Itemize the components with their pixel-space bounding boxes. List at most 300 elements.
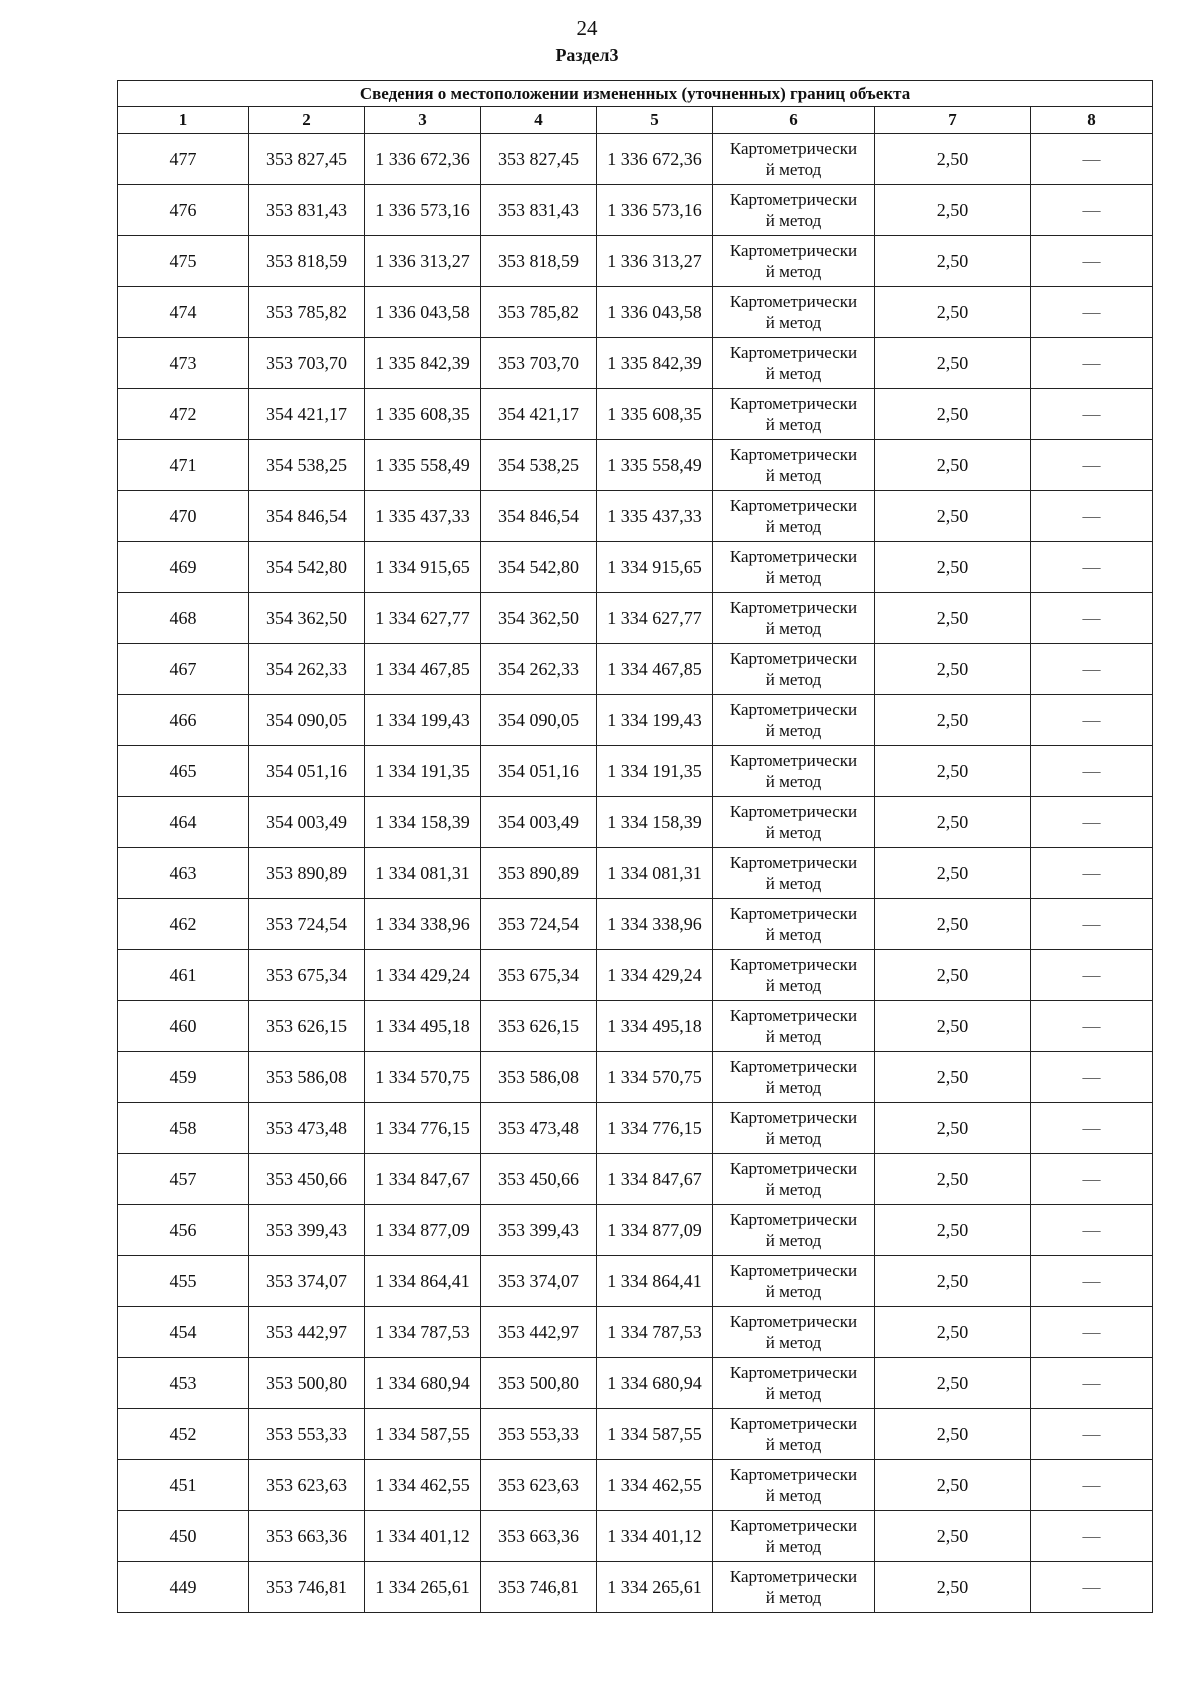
y-coordinate-new-cell: 1 334 680,94 <box>597 1358 713 1409</box>
method-line-2: й метод <box>765 1537 822 1556</box>
table-row <box>118 236 1153 287</box>
point-number-cell: 459 <box>118 1052 249 1103</box>
x-coordinate-cell: 353 374,07 <box>249 1256 365 1307</box>
precision-cell: 2,50 <box>875 695 1031 746</box>
y-coordinate-new-cell: 1 336 043,58 <box>597 287 713 338</box>
x-coordinate-new-cell: 353 399,43 <box>481 1205 597 1256</box>
y-coordinate-cell: 1 336 043,58 <box>365 287 481 338</box>
x-coordinate-cell: 353 586,08 <box>249 1052 365 1103</box>
point-number-cell: 470 <box>118 491 249 542</box>
table-row <box>118 491 1153 542</box>
point-number-cell: 465 <box>118 746 249 797</box>
column-number: 3 <box>365 107 481 134</box>
column-number: 8 <box>1031 107 1153 134</box>
x-coordinate-cell: 353 703,70 <box>249 338 365 389</box>
method-line-1: Картометрически <box>729 190 858 209</box>
x-coordinate-cell: 354 090,05 <box>249 695 365 746</box>
method-cell <box>713 389 875 440</box>
method-line-2: й метод <box>765 313 822 332</box>
point-number-cell: 457 <box>118 1154 249 1205</box>
description-cell <box>1031 1052 1153 1103</box>
boundary-coordinates-table <box>117 80 1153 1613</box>
dash-mark: — <box>1082 862 1101 883</box>
x-coordinate-new-cell: 353 473,48 <box>481 1103 597 1154</box>
point-number-cell: 458 <box>118 1103 249 1154</box>
method-line-1: Картометрически <box>729 445 858 464</box>
method-line-2: й метод <box>765 1486 822 1505</box>
description-cell <box>1031 287 1153 338</box>
table-row <box>118 1205 1153 1256</box>
point-number-cell: 474 <box>118 287 249 338</box>
precision-cell: 2,50 <box>875 491 1031 542</box>
description-cell <box>1031 1001 1153 1052</box>
dash-mark: — <box>1082 1270 1101 1291</box>
precision-cell: 2,50 <box>875 1511 1031 1562</box>
method-cell <box>713 593 875 644</box>
y-coordinate-new-cell: 1 334 587,55 <box>597 1409 713 1460</box>
table-row <box>118 1409 1153 1460</box>
description-cell <box>1031 1256 1153 1307</box>
dash-mark: — <box>1082 1525 1101 1546</box>
y-coordinate-cell: 1 335 558,49 <box>365 440 481 491</box>
dash-mark: — <box>1082 556 1101 577</box>
y-coordinate-cell: 1 334 680,94 <box>365 1358 481 1409</box>
dash-mark: — <box>1082 301 1101 322</box>
point-number-cell: 463 <box>118 848 249 899</box>
method-line-1: Картометрически <box>729 1414 858 1433</box>
method-line-1: Картометрически <box>729 1108 858 1127</box>
method-line-1: Картометрически <box>729 955 858 974</box>
y-coordinate-cell: 1 334 570,75 <box>365 1052 481 1103</box>
description-cell <box>1031 848 1153 899</box>
method-line-1: Картометрически <box>729 139 858 158</box>
x-coordinate-cell: 353 623,63 <box>249 1460 365 1511</box>
x-coordinate-cell: 353 500,80 <box>249 1358 365 1409</box>
dash-mark: — <box>1082 505 1101 526</box>
dash-mark: — <box>1082 454 1101 475</box>
method-cell <box>713 950 875 1001</box>
precision-cell: 2,50 <box>875 542 1031 593</box>
dash-mark: — <box>1082 1372 1101 1393</box>
precision-cell: 2,50 <box>875 134 1031 185</box>
y-coordinate-new-cell: 1 334 081,31 <box>597 848 713 899</box>
y-coordinate-cell: 1 334 776,15 <box>365 1103 481 1154</box>
x-coordinate-new-cell: 354 051,16 <box>481 746 597 797</box>
point-number-cell: 473 <box>118 338 249 389</box>
table-caption: Сведения о местоположении измененных (уточненных) границ объекта <box>118 81 1153 107</box>
description-cell <box>1031 899 1153 950</box>
y-coordinate-new-cell: 1 334 467,85 <box>597 644 713 695</box>
x-coordinate-new-cell: 354 846,54 <box>481 491 597 542</box>
y-coordinate-cell: 1 334 081,31 <box>365 848 481 899</box>
precision-cell: 2,50 <box>875 848 1031 899</box>
x-coordinate-new-cell: 353 374,07 <box>481 1256 597 1307</box>
dash-mark: — <box>1082 1066 1101 1087</box>
table-row <box>118 1256 1153 1307</box>
method-cell <box>713 1256 875 1307</box>
dash-mark: — <box>1082 1321 1101 1342</box>
y-coordinate-cell: 1 334 338,96 <box>365 899 481 950</box>
method-line-1: Картометрически <box>729 1006 858 1025</box>
x-coordinate-new-cell: 353 827,45 <box>481 134 597 185</box>
column-number: 6 <box>713 107 875 134</box>
table-row <box>118 440 1153 491</box>
table-row <box>118 695 1153 746</box>
y-coordinate-new-cell: 1 334 462,55 <box>597 1460 713 1511</box>
y-coordinate-new-cell: 1 334 265,61 <box>597 1562 713 1613</box>
method-line-1: Картометрически <box>729 292 858 311</box>
x-coordinate-new-cell: 353 890,89 <box>481 848 597 899</box>
x-coordinate-cell: 353 442,97 <box>249 1307 365 1358</box>
y-coordinate-cell: 1 334 627,77 <box>365 593 481 644</box>
x-coordinate-cell: 353 746,81 <box>249 1562 365 1613</box>
x-coordinate-cell: 353 663,36 <box>249 1511 365 1562</box>
table-row <box>118 1358 1153 1409</box>
method-line-1: Картометрически <box>729 1261 858 1280</box>
x-coordinate-cell: 354 846,54 <box>249 491 365 542</box>
y-coordinate-cell: 1 336 672,36 <box>365 134 481 185</box>
table-row <box>118 593 1153 644</box>
dash-mark: — <box>1082 607 1101 628</box>
table-row <box>118 848 1153 899</box>
table-row <box>118 1001 1153 1052</box>
method-line-2: й метод <box>765 619 822 638</box>
y-coordinate-cell: 1 335 437,33 <box>365 491 481 542</box>
description-cell <box>1031 1154 1153 1205</box>
method-cell <box>713 1205 875 1256</box>
table-row <box>118 185 1153 236</box>
dash-mark: — <box>1082 1168 1101 1189</box>
method-cell <box>713 1307 875 1358</box>
method-cell <box>713 1358 875 1409</box>
dash-mark: — <box>1082 250 1101 271</box>
method-line-2: й метод <box>765 976 822 995</box>
method-line-1: Картометрически <box>729 802 858 821</box>
precision-cell: 2,50 <box>875 1562 1031 1613</box>
dash-mark: — <box>1082 1474 1101 1495</box>
y-coordinate-new-cell: 1 335 437,33 <box>597 491 713 542</box>
x-coordinate-new-cell: 353 818,59 <box>481 236 597 287</box>
point-number-cell: 475 <box>118 236 249 287</box>
y-coordinate-cell: 1 334 158,39 <box>365 797 481 848</box>
method-line-1: Картометрически <box>729 853 858 872</box>
y-coordinate-new-cell: 1 334 915,65 <box>597 542 713 593</box>
description-cell <box>1031 1511 1153 1562</box>
y-coordinate-new-cell: 1 335 842,39 <box>597 338 713 389</box>
method-cell <box>713 1409 875 1460</box>
dash-mark: — <box>1082 658 1101 679</box>
method-cell <box>713 695 875 746</box>
precision-cell: 2,50 <box>875 593 1031 644</box>
table-row <box>118 338 1153 389</box>
method-line-2: й метод <box>765 211 822 230</box>
y-coordinate-cell: 1 335 608,35 <box>365 389 481 440</box>
precision-cell: 2,50 <box>875 1205 1031 1256</box>
y-coordinate-new-cell: 1 335 608,35 <box>597 389 713 440</box>
x-coordinate-new-cell: 353 746,81 <box>481 1562 597 1613</box>
dash-mark: — <box>1082 403 1101 424</box>
point-number-cell: 460 <box>118 1001 249 1052</box>
description-cell <box>1031 185 1153 236</box>
method-line-2: й метод <box>765 874 822 893</box>
description-cell <box>1031 389 1153 440</box>
y-coordinate-new-cell: 1 335 558,49 <box>597 440 713 491</box>
y-coordinate-new-cell: 1 334 627,77 <box>597 593 713 644</box>
description-cell <box>1031 1562 1153 1613</box>
x-coordinate-cell: 353 785,82 <box>249 287 365 338</box>
y-coordinate-cell: 1 334 587,55 <box>365 1409 481 1460</box>
description-cell <box>1031 1358 1153 1409</box>
method-line-2: й метод <box>765 1231 822 1250</box>
y-coordinate-cell: 1 334 429,24 <box>365 950 481 1001</box>
table-row <box>118 1103 1153 1154</box>
method-line-2: й метод <box>765 415 822 434</box>
method-cell <box>713 185 875 236</box>
method-line-1: Картометрически <box>729 1567 858 1586</box>
method-cell <box>713 644 875 695</box>
table-row <box>118 1460 1153 1511</box>
description-cell <box>1031 593 1153 644</box>
method-line-1: Картометрически <box>729 700 858 719</box>
y-coordinate-new-cell: 1 334 401,12 <box>597 1511 713 1562</box>
table-row <box>118 1052 1153 1103</box>
precision-cell: 2,50 <box>875 1052 1031 1103</box>
method-cell <box>713 134 875 185</box>
x-coordinate-cell: 353 675,34 <box>249 950 365 1001</box>
x-coordinate-new-cell: 353 450,66 <box>481 1154 597 1205</box>
precision-cell: 2,50 <box>875 1460 1031 1511</box>
table-row <box>118 746 1153 797</box>
point-number-cell: 450 <box>118 1511 249 1562</box>
point-number-cell: 468 <box>118 593 249 644</box>
y-coordinate-cell: 1 334 915,65 <box>365 542 481 593</box>
point-number-cell: 477 <box>118 134 249 185</box>
x-coordinate-new-cell: 353 442,97 <box>481 1307 597 1358</box>
table-row <box>118 950 1153 1001</box>
y-coordinate-cell: 1 336 313,27 <box>365 236 481 287</box>
table-body <box>118 134 1153 1613</box>
x-coordinate-new-cell: 354 538,25 <box>481 440 597 491</box>
description-cell <box>1031 1307 1153 1358</box>
description-cell <box>1031 1409 1153 1460</box>
point-number-cell: 449 <box>118 1562 249 1613</box>
y-coordinate-cell: 1 334 462,55 <box>365 1460 481 1511</box>
method-line-2: й метод <box>765 160 822 179</box>
precision-cell: 2,50 <box>875 338 1031 389</box>
precision-cell: 2,50 <box>875 950 1031 1001</box>
y-coordinate-cell: 1 334 265,61 <box>365 1562 481 1613</box>
method-line-1: Картометрически <box>729 394 858 413</box>
dash-mark: — <box>1082 1423 1101 1444</box>
method-line-2: й метод <box>765 364 822 383</box>
dash-mark: — <box>1082 1015 1101 1036</box>
x-coordinate-new-cell: 353 785,82 <box>481 287 597 338</box>
y-coordinate-new-cell: 1 334 338,96 <box>597 899 713 950</box>
description-cell <box>1031 542 1153 593</box>
point-number-cell: 453 <box>118 1358 249 1409</box>
method-line-2: й метод <box>765 925 822 944</box>
point-number-cell: 476 <box>118 185 249 236</box>
y-coordinate-new-cell: 1 336 672,36 <box>597 134 713 185</box>
method-cell <box>713 899 875 950</box>
table-row <box>118 287 1153 338</box>
y-coordinate-cell: 1 334 877,09 <box>365 1205 481 1256</box>
precision-cell: 2,50 <box>875 1256 1031 1307</box>
y-coordinate-cell: 1 336 573,16 <box>365 185 481 236</box>
y-coordinate-cell: 1 334 787,53 <box>365 1307 481 1358</box>
method-cell <box>713 1001 875 1052</box>
table-row <box>118 1307 1153 1358</box>
y-coordinate-cell: 1 334 401,12 <box>365 1511 481 1562</box>
point-number-cell: 466 <box>118 695 249 746</box>
x-coordinate-new-cell: 353 626,15 <box>481 1001 597 1052</box>
x-coordinate-new-cell: 353 831,43 <box>481 185 597 236</box>
method-line-2: й метод <box>765 1027 822 1046</box>
precision-cell: 2,50 <box>875 899 1031 950</box>
method-line-2: й метод <box>765 1588 822 1607</box>
method-line-1: Картометрически <box>729 1516 858 1535</box>
x-coordinate-cell: 353 818,59 <box>249 236 365 287</box>
method-cell <box>713 287 875 338</box>
precision-cell: 2,50 <box>875 236 1031 287</box>
method-line-2: й метод <box>765 517 822 536</box>
y-coordinate-new-cell: 1 334 158,39 <box>597 797 713 848</box>
x-coordinate-cell: 354 262,33 <box>249 644 365 695</box>
y-coordinate-new-cell: 1 334 776,15 <box>597 1103 713 1154</box>
method-line-2: й метод <box>765 568 822 587</box>
method-line-2: й метод <box>765 772 822 791</box>
description-cell <box>1031 695 1153 746</box>
table-row <box>118 1511 1153 1562</box>
x-coordinate-new-cell: 353 553,33 <box>481 1409 597 1460</box>
method-cell <box>713 1511 875 1562</box>
table-row <box>118 1154 1153 1205</box>
precision-cell: 2,50 <box>875 287 1031 338</box>
column-number: 7 <box>875 107 1031 134</box>
description-cell <box>1031 491 1153 542</box>
dash-mark: — <box>1082 1576 1101 1597</box>
point-number-cell: 467 <box>118 644 249 695</box>
point-number-cell: 469 <box>118 542 249 593</box>
y-coordinate-new-cell: 1 334 787,53 <box>597 1307 713 1358</box>
method-line-2: й метод <box>765 466 822 485</box>
method-cell <box>713 440 875 491</box>
y-coordinate-cell: 1 334 467,85 <box>365 644 481 695</box>
table-row <box>118 797 1153 848</box>
method-line-1: Картометрически <box>729 751 858 770</box>
method-line-2: й метод <box>765 1180 822 1199</box>
y-coordinate-cell: 1 334 847,67 <box>365 1154 481 1205</box>
point-number-cell: 472 <box>118 389 249 440</box>
precision-cell: 2,50 <box>875 1103 1031 1154</box>
dash-mark: — <box>1082 760 1101 781</box>
y-coordinate-cell: 1 334 191,35 <box>365 746 481 797</box>
description-cell <box>1031 440 1153 491</box>
table-row <box>118 542 1153 593</box>
x-coordinate-cell: 353 827,45 <box>249 134 365 185</box>
method-line-1: Картометрически <box>729 343 858 362</box>
point-number-cell: 462 <box>118 899 249 950</box>
method-line-2: й метод <box>765 1333 822 1352</box>
precision-cell: 2,50 <box>875 1307 1031 1358</box>
method-cell <box>713 542 875 593</box>
point-number-cell: 471 <box>118 440 249 491</box>
point-number-cell: 464 <box>118 797 249 848</box>
column-number: 1 <box>118 107 249 134</box>
description-cell <box>1031 797 1153 848</box>
method-line-2: й метод <box>765 1282 822 1301</box>
method-line-2: й метод <box>765 1435 822 1454</box>
method-cell <box>713 848 875 899</box>
method-cell <box>713 1460 875 1511</box>
method-line-1: Картометрически <box>729 496 858 515</box>
table-row <box>118 1562 1153 1613</box>
precision-cell: 2,50 <box>875 746 1031 797</box>
point-number-cell: 456 <box>118 1205 249 1256</box>
point-number-cell: 455 <box>118 1256 249 1307</box>
x-coordinate-new-cell: 354 090,05 <box>481 695 597 746</box>
x-coordinate-new-cell: 354 421,17 <box>481 389 597 440</box>
method-cell <box>713 1103 875 1154</box>
description-cell <box>1031 236 1153 287</box>
x-coordinate-cell: 353 831,43 <box>249 185 365 236</box>
method-cell <box>713 1052 875 1103</box>
y-coordinate-new-cell: 1 334 847,67 <box>597 1154 713 1205</box>
x-coordinate-cell: 353 724,54 <box>249 899 365 950</box>
method-cell <box>713 1154 875 1205</box>
point-number-cell: 454 <box>118 1307 249 1358</box>
column-number: 4 <box>481 107 597 134</box>
method-line-1: Картометрически <box>729 241 858 260</box>
table-row <box>118 644 1153 695</box>
y-coordinate-new-cell: 1 334 199,43 <box>597 695 713 746</box>
x-coordinate-new-cell: 354 542,80 <box>481 542 597 593</box>
y-coordinate-cell: 1 334 495,18 <box>365 1001 481 1052</box>
dash-mark: — <box>1082 1117 1101 1138</box>
method-cell <box>713 797 875 848</box>
dash-mark: — <box>1082 1219 1101 1240</box>
precision-cell: 2,50 <box>875 644 1031 695</box>
method-line-2: й метод <box>765 262 822 281</box>
y-coordinate-new-cell: 1 334 191,35 <box>597 746 713 797</box>
table-caption-row <box>118 81 1153 107</box>
precision-cell: 2,50 <box>875 1001 1031 1052</box>
method-cell <box>713 338 875 389</box>
y-coordinate-new-cell: 1 334 570,75 <box>597 1052 713 1103</box>
method-line-2: й метод <box>765 823 822 842</box>
x-coordinate-new-cell: 354 262,33 <box>481 644 597 695</box>
method-cell <box>713 236 875 287</box>
method-line-2: й метод <box>765 1078 822 1097</box>
dash-mark: — <box>1082 913 1101 934</box>
method-line-1: Картометрически <box>729 649 858 668</box>
y-coordinate-new-cell: 1 334 429,24 <box>597 950 713 1001</box>
x-coordinate-cell: 354 051,16 <box>249 746 365 797</box>
column-number: 5 <box>597 107 713 134</box>
y-coordinate-new-cell: 1 336 313,27 <box>597 236 713 287</box>
precision-cell: 2,50 <box>875 389 1031 440</box>
column-number: 2 <box>249 107 365 134</box>
description-cell <box>1031 1103 1153 1154</box>
point-number-cell: 452 <box>118 1409 249 1460</box>
x-coordinate-cell: 353 399,43 <box>249 1205 365 1256</box>
method-cell <box>713 1562 875 1613</box>
precision-cell: 2,50 <box>875 1154 1031 1205</box>
dash-mark: — <box>1082 964 1101 985</box>
method-cell <box>713 491 875 542</box>
x-coordinate-new-cell: 354 003,49 <box>481 797 597 848</box>
dash-mark: — <box>1082 148 1101 169</box>
